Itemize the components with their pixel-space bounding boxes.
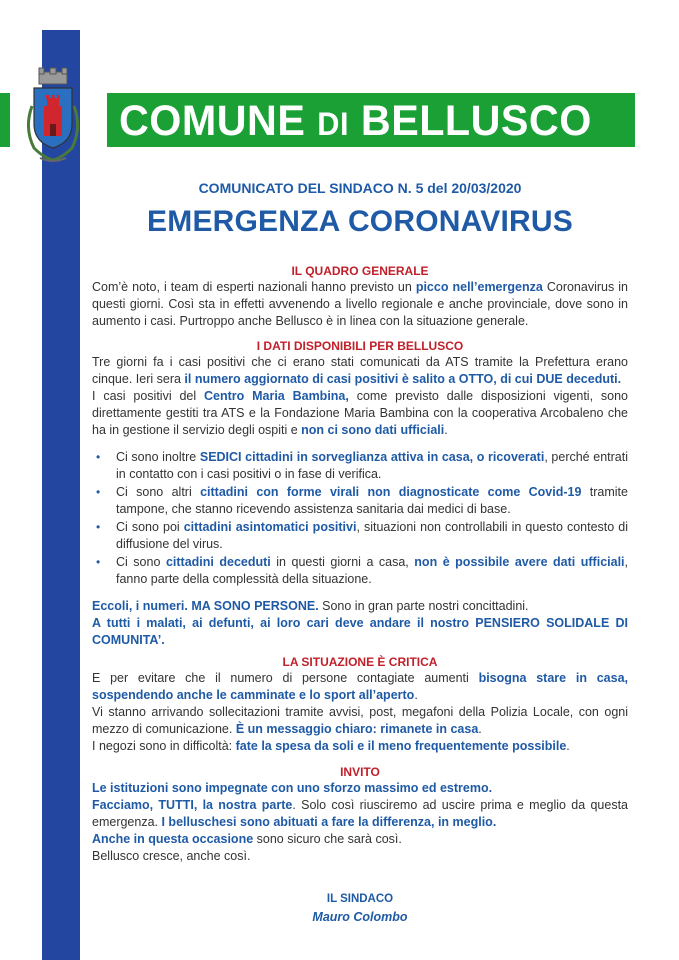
section-quadro-generale: [92, 263, 628, 330]
paragraph: I negozi sono in difficoltà: fate la spesa da soli e il meno frequentemente possibile.: [92, 739, 570, 753]
blue-vertical-bar: [42, 30, 80, 960]
signature-role: IL SINDACO: [326, 893, 394, 905]
paragraph: Bellusco cresce, anche così.: [92, 849, 251, 863]
section-title: IL QUADRO GENERALE: [291, 264, 429, 278]
paragraph: Tre giorni fa i casi positivi che ci erano stati comunicati da ATS tramite la Prefettura erano cinque. Ieri sera il numero aggiornato di casi positivi è salito a OTTO, di cui DUE deceduti.: [92, 355, 628, 386]
list-item: • Ci sono altri cittadini con forme virali non diagnosticate come Covid-19 tramite tampone, che stanno ricevendo assistenza sanitaria dai medici di base.: [92, 484, 628, 518]
section-title: I DATI DISPONIBILI PER BELLUSCO: [256, 339, 464, 353]
header-banner: [107, 93, 635, 147]
green-band-left: [0, 93, 10, 147]
paragraph: I casi positivi del Centro Maria Bambina, come previsto dalle disposizioni vigenti, sono direttamente gestiti tra ATS e la Fondazione Maria Bambina con la cooperativa Arcobaleno che ha in gestione il servizio degli ospiti e non ci sono dati ufficiali.: [92, 389, 628, 437]
list-item: • Ci sono cittadini deceduti in questi giorni a casa, non è possibile avere dati ufficiali, fanno parte della complessità della situazione.: [92, 554, 628, 588]
paragraph: Com’è noto, i team di esperti nazionali hanno previsto un picco nell’emergenza Coronavirus in questi giorni. Così sta in effetti avvenendo a livello regionale e anche provinciale, dove sono in aumento i casi. Purtroppo anche Bellusco è in linea con la situazione generale.: [92, 280, 628, 328]
paragraph: A tutti i malati, ai defunti, ai loro cari deve andare il nostro PENSIERO SOLIDALE DI COMUNITA’.: [92, 616, 628, 647]
paragraph: E per evitare che il numero di persone contagiate aumenti bisogna stare in casa, sospendendo anche le camminate e lo sport all’aperto.: [92, 671, 628, 702]
section-invito: [92, 764, 628, 865]
town-name: COMUNE DI BELLUSCO: [119, 97, 592, 145]
paragraph: Le istituzioni sono impegnate con uno sforzo massimo ed estremo.: [92, 781, 493, 795]
paragraph: Facciamo, TUTTI, la nostra parte. Solo così riusciremo ad uscire prima e meglio da questa emergenza. I belluschesi sono abituati a fare la differenza, in meglio.: [92, 798, 628, 829]
section-situazione-critica: [92, 654, 628, 755]
bullet-list: [92, 449, 628, 588]
signature-name: Mauro Colombo: [312, 910, 408, 924]
paragraph: Vi stanno arrivando sollecitazioni tramite avvisi, post, megafoni della Polizia Locale, con ogni mezzo di comunicazione. È un messaggio chiaro: rimanete in casa.: [92, 705, 628, 736]
headline: EMERGENZA CORONAVIRUS: [147, 205, 573, 238]
section-title: LA SITUAZIONE È CRITICA: [282, 655, 438, 669]
paragraph: Eccoli, i numeri. MA SONO PERSONE. Sono in gran parte nostri concittadini.: [92, 599, 529, 613]
communique-number: COMUNICATO DEL SINDACO N. 5 del 20/03/2020: [198, 180, 522, 196]
town-crest-icon: [22, 66, 84, 166]
list-item: • Ci sono inoltre SEDICI cittadini in sorveglianza attiva in casa, o ricoverati, perché entrati in contatto con i casi positivi o in fase di verifica.: [92, 449, 628, 483]
section-title: INVITO: [340, 765, 380, 779]
section-dati-bellusco: [92, 338, 628, 649]
list-item: • Ci sono poi cittadini asintomatici positivi, situazioni non controllabili in questo contesto di diffusione del virus.: [92, 519, 628, 553]
paragraph: Anche in questa occasione sono sicuro che sarà così.: [92, 832, 402, 846]
